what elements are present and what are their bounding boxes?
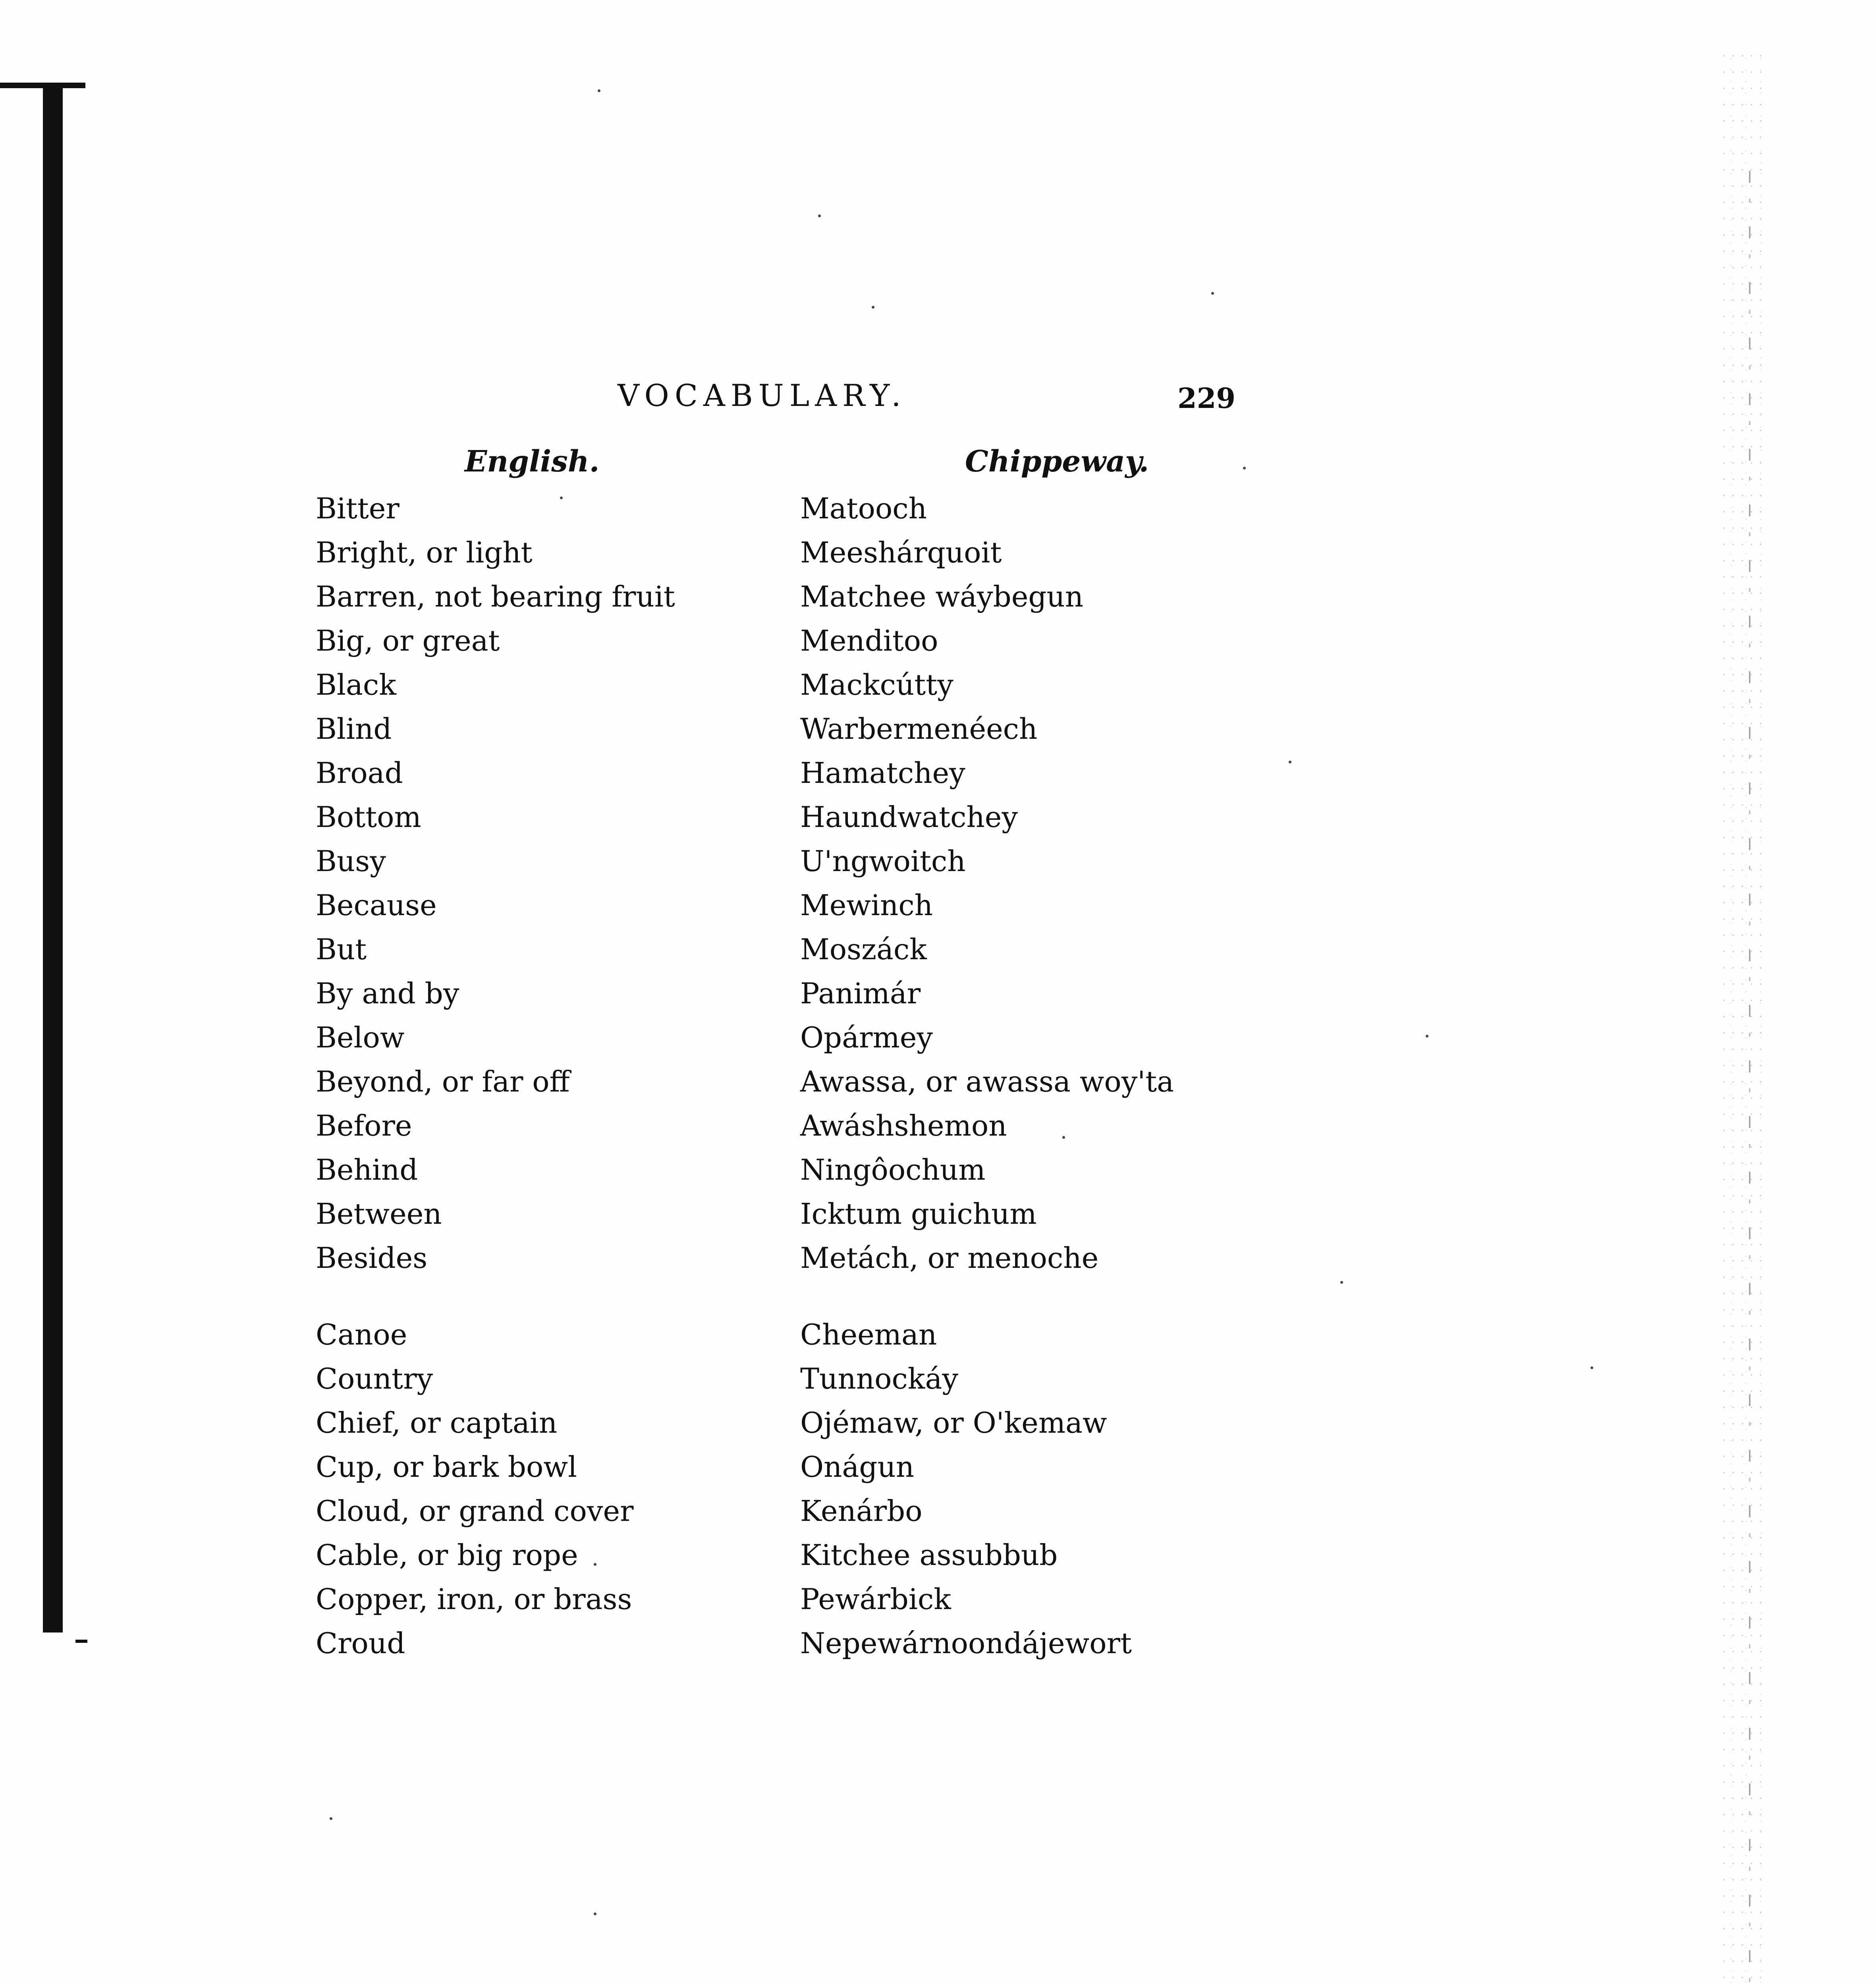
english-list-c [316, 1313, 634, 1665]
english-term: Blind [316, 712, 392, 746]
chippeway-term: Matchee wáybegun [800, 580, 1084, 613]
scan-speck [818, 214, 821, 217]
english-term: Broad [316, 756, 403, 790]
chippeway-term: Hamatchey [800, 756, 965, 790]
english-term: Below [316, 1021, 405, 1054]
chippeway-term: Menditoo [800, 624, 938, 657]
page-number: 229 [1177, 382, 1236, 415]
english-term: Canoe [316, 1318, 407, 1351]
page-edge-line [1749, 171, 1751, 1986]
chippeway-term: Matooch [800, 492, 927, 525]
english-term: Besides [316, 1241, 428, 1275]
scan-speck [1426, 1035, 1428, 1037]
chippeway-term: Mackcútty [800, 668, 953, 701]
english-term: Bottom [316, 800, 421, 834]
chippeway-list-c [800, 1313, 1132, 1665]
chippeway-column-heading: Chippeway. [965, 444, 1149, 479]
english-term: Bright, or light [316, 536, 533, 569]
english-term: Before [316, 1109, 412, 1142]
chippeway-term: Onágun [800, 1450, 915, 1484]
chippeway-term: Warbermenéech [800, 712, 1038, 746]
chippeway-term: Cheeman [800, 1318, 937, 1351]
chippeway-term: Icktum guichum [800, 1197, 1037, 1231]
english-term: But [316, 933, 367, 966]
chippeway-term: Panimár [800, 977, 921, 1010]
chippeway-term: Opármey [800, 1021, 933, 1054]
chippeway-term: Kenárbo [800, 1494, 923, 1528]
english-term: Bitter [316, 492, 400, 525]
scan-speck [1211, 292, 1214, 295]
english-term: Big, or great [316, 624, 500, 657]
english-term: Beyond, or far off [316, 1065, 570, 1098]
scan-speck [1289, 761, 1291, 763]
binding-edge-mark [75, 1640, 87, 1643]
chippeway-term: Awáshshemon [800, 1109, 1007, 1142]
chippeway-term: Haundwatchey [800, 800, 1018, 834]
chippeway-term: Mewinch [800, 889, 933, 922]
page-edge-noise [1720, 48, 1767, 1986]
scan-speck [1340, 1281, 1343, 1284]
english-column-heading: English. [465, 444, 600, 479]
english-term: Cloud, or grand cover [316, 1494, 634, 1528]
english-term: Black [316, 668, 396, 701]
english-term: Copper, iron, or brass [316, 1582, 632, 1616]
chippeway-term: Pewárbick [800, 1582, 951, 1616]
scan-speck [1243, 467, 1246, 469]
chippeway-term: Awassa, or awassa woy'ta [800, 1065, 1174, 1098]
scan-speck [330, 1817, 332, 1820]
scan-speck [598, 89, 600, 92]
english-term: By and by [316, 977, 459, 1010]
english-term: Croud [316, 1627, 405, 1660]
english-term: Because [316, 889, 437, 922]
english-term: Between [316, 1197, 442, 1231]
chippeway-term: Ningôochum [800, 1153, 986, 1186]
english-term: Busy [316, 844, 386, 878]
english-term: Behind [316, 1153, 418, 1186]
scan-speck [594, 1913, 596, 1915]
chippeway-term: Ojémaw, or O'kemaw [800, 1406, 1107, 1439]
running-header: VOCABULARY. [618, 378, 907, 413]
english-term: Barren, not bearing fruit [316, 580, 675, 613]
chippeway-list-b [800, 487, 1174, 1280]
binding-edge [43, 85, 63, 1632]
chippeway-term: Tunnockáy [800, 1362, 959, 1395]
chippeway-term: Metách, or menoche [800, 1241, 1099, 1275]
scan-speck [1590, 1366, 1593, 1369]
chippeway-term: Meeshárquoit [800, 536, 1002, 569]
english-term: Country [316, 1362, 433, 1395]
chippeway-term: Kitchee assubbub [800, 1538, 1058, 1572]
chippeway-term: U'ngwoitch [800, 844, 966, 878]
chippeway-term: Nepewárnoondájewort [800, 1627, 1132, 1660]
english-list-b [316, 487, 675, 1280]
scan-speck [872, 306, 874, 309]
english-term: Cable, or big rope [316, 1538, 578, 1572]
chippeway-term: Moszáck [800, 933, 927, 966]
english-term: Cup, or bark bowl [316, 1450, 577, 1484]
english-term: Chief, or captain [316, 1406, 558, 1439]
